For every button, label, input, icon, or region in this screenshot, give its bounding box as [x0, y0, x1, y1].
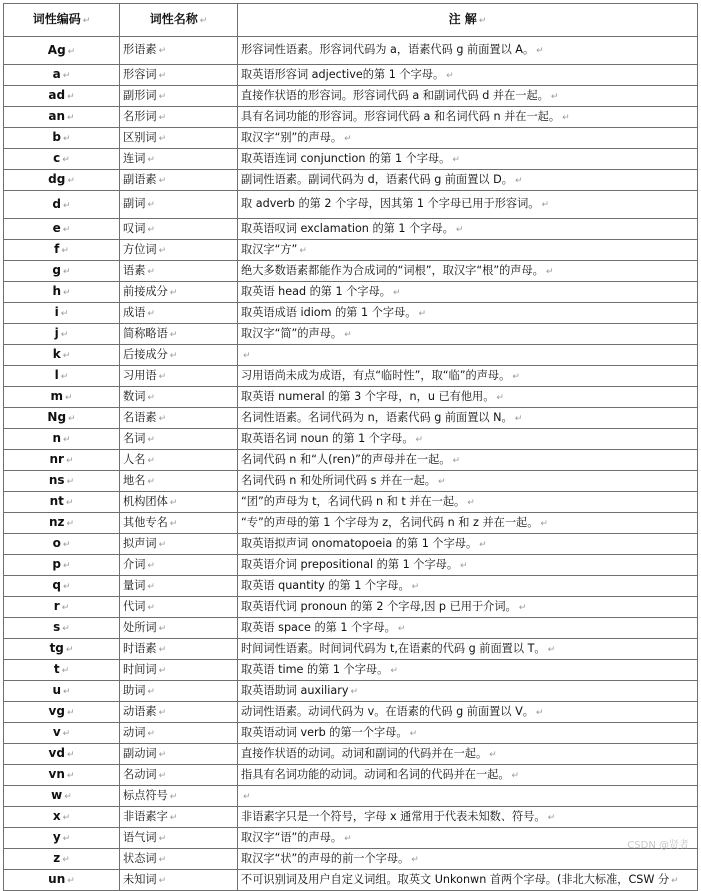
cell-note: 名词代码 n 和处所词代码 s 并在一起。 ↵	[238, 471, 698, 492]
table-row	[4, 387, 698, 408]
cell-name: 动词 ↵	[120, 723, 238, 744]
paragraph-mark-icon: ↵	[535, 707, 544, 718]
cell-name: 数词 ↵	[120, 387, 238, 408]
table-row	[4, 786, 698, 807]
cell-name: 前接成分 ↵	[120, 282, 238, 303]
cell-code: n ↵	[4, 429, 120, 450]
paragraph-mark-icon: ↵	[169, 329, 178, 340]
cell-note	[238, 345, 698, 366]
paragraph-mark-icon: ↵	[169, 791, 178, 802]
table-row	[4, 849, 698, 870]
paragraph-mark-icon: ↵	[62, 729, 71, 739]
paragraph-mark-icon: ↵	[158, 539, 167, 550]
cell-note: 直接作状语的动词。动词和副词的代码并在一起。 ↵	[238, 744, 698, 765]
paragraph-mark-icon: ↵	[147, 154, 155, 165]
table-row	[4, 534, 698, 555]
cell-note: 名词代码 n 和“人(ren)”的声母并在一起。 ↵	[238, 450, 698, 471]
cell-note: 具有名词功能的形容词。形容词代码 a 和名词代码 n 并在一起。 ↵	[238, 107, 698, 128]
paragraph-mark-icon: ↵	[64, 393, 73, 403]
cell-code: dg ↵	[4, 170, 120, 191]
paragraph-mark-icon: ↵	[147, 200, 155, 210]
paragraph-mark-icon: ↵	[158, 875, 167, 886]
cell-note: 取英语名词 noun 的第 1 个字母。 ↵	[238, 429, 698, 450]
cell-code: Ng ↵	[4, 408, 120, 429]
paragraph-mark-icon: ↵	[65, 456, 74, 466]
paragraph-mark-icon: ↵	[158, 70, 167, 81]
cell-name: 名动词 ↵	[120, 765, 238, 786]
cell-note: 取汉字“简”的声母。 ↵	[238, 324, 698, 345]
cell-note: 不可识别词及用户自定义词组。取英文 Unkonwn 首两个字母。(非北大标准，CSW 分 ↵	[238, 870, 698, 891]
paragraph-mark-icon: ↵	[147, 308, 155, 319]
cell-code: x ↵	[4, 807, 120, 828]
cell-name: 其他专名 ↵	[120, 513, 238, 534]
cell-note: 取英语成语 idiom 的第 1 个字母。 ↵	[238, 303, 698, 324]
paragraph-mark-icon: ↵	[60, 330, 69, 340]
cell-name: 人名 ↵	[120, 450, 238, 471]
table-row	[4, 408, 698, 429]
table-row	[4, 870, 698, 891]
paragraph-mark-icon: ↵	[67, 113, 75, 123]
paragraph-mark-icon: ↵	[147, 581, 155, 592]
paragraph-mark-icon: ↵	[66, 750, 75, 760]
table-row	[4, 149, 698, 170]
paragraph-mark-icon: ↵	[411, 854, 419, 865]
cell-code: tg ↵	[4, 639, 120, 660]
cell-note: 取汉字“别”的声母。 ↵	[238, 128, 698, 149]
cell-code: f ↵	[4, 240, 120, 261]
paragraph-mark-icon: ↵	[62, 351, 71, 361]
paragraph-mark-icon: ↵	[158, 371, 167, 382]
paragraph-mark-icon: ↵	[547, 812, 556, 823]
cell-name: 机构团体 ↵	[120, 492, 238, 513]
cell-name: 后接成分 ↵	[120, 345, 238, 366]
cell-code: an ↵	[4, 107, 120, 128]
paragraph-mark-icon: ↵	[562, 112, 570, 123]
cell-name: 处所词 ↵	[120, 618, 238, 639]
paragraph-mark-icon: ↵	[243, 350, 251, 361]
table-row	[4, 513, 698, 534]
paragraph-mark-icon: ↵	[63, 134, 71, 144]
paragraph-mark-icon: ↵	[62, 834, 71, 844]
paragraph-mark-icon: ↵	[158, 749, 167, 760]
cell-code: u ↵	[4, 681, 120, 702]
cell-code: h ↵	[4, 282, 120, 303]
paragraph-mark-icon: ↵	[455, 224, 464, 235]
paragraph-mark-icon: ↵	[158, 46, 167, 56]
cell-code: d ↵	[4, 191, 120, 219]
paragraph-mark-icon: ↵	[418, 308, 427, 319]
cell-code: v ↵	[4, 723, 120, 744]
table-row	[4, 576, 698, 597]
cell-name: 副动词 ↵	[120, 744, 238, 765]
cell-note: 时间词性语素。时间词代码为 t,在语素的代码 g 前面置以 T。 ↵	[238, 639, 698, 660]
table-row	[4, 681, 698, 702]
cell-code: q ↵	[4, 576, 120, 597]
header-name: 词性名称 ↵	[120, 4, 238, 37]
cell-name: 状态词 ↵	[120, 849, 238, 870]
paragraph-mark-icon: ↵	[147, 392, 155, 403]
cell-note: 取英语 space 的第 1 个字母。 ↵	[238, 618, 698, 639]
cell-note: 取英语动词 verb 的第一个字母。 ↵	[238, 723, 698, 744]
table-row	[4, 86, 698, 107]
paragraph-mark-icon: ↵	[67, 176, 75, 186]
paragraph-mark-icon: ↵	[541, 200, 550, 210]
table-row	[4, 107, 698, 128]
cell-name: 成语 ↵	[120, 303, 238, 324]
table-row	[4, 492, 698, 513]
paragraph-mark-icon: ↵	[467, 497, 475, 508]
cell-name: 方位词 ↵	[120, 240, 238, 261]
table-row	[4, 744, 698, 765]
paragraph-mark-icon: ↵	[415, 434, 424, 445]
cell-note: 取英语 head 的第 1 个字母。 ↵	[238, 282, 698, 303]
cell-code: p ↵	[4, 555, 120, 576]
paragraph-mark-icon: ↵	[63, 687, 71, 697]
cell-note: 取英语介词 prepositional 的第 1 个字母。 ↵	[238, 555, 698, 576]
cell-note	[238, 786, 698, 807]
paragraph-mark-icon: ↵	[350, 686, 359, 697]
paragraph-mark-icon: ↵	[169, 497, 178, 508]
paragraph-mark-icon: ↵	[62, 540, 71, 550]
cell-name: 语气词 ↵	[120, 828, 238, 849]
paragraph-mark-icon: ↵	[479, 539, 487, 550]
paragraph-mark-icon: ↵	[147, 686, 155, 697]
paragraph-mark-icon: ↵	[158, 623, 167, 634]
cell-note: 副词性语素。副词代码为 d，语素代码 g 前面置以 D。 ↵	[238, 170, 698, 191]
paragraph-mark-icon: ↵	[67, 876, 75, 886]
cell-code: r ↵	[4, 597, 120, 618]
cell-code: s ↵	[4, 618, 120, 639]
cell-note: 取英语 quantity 的第 1 个字母。 ↵	[238, 576, 698, 597]
cell-code: w ↵	[4, 786, 120, 807]
cell-name: 动语素 ↵	[120, 702, 238, 723]
table-row	[4, 828, 698, 849]
table-row	[4, 807, 698, 828]
cell-name: 地名 ↵	[120, 471, 238, 492]
paragraph-mark-icon: ↵	[62, 624, 70, 634]
table-row	[4, 65, 698, 86]
cell-code: k ↵	[4, 345, 120, 366]
paragraph-mark-icon: ↵	[147, 560, 155, 571]
cell-code: un ↵	[4, 870, 120, 891]
cell-name: 名形词 ↵	[120, 107, 238, 128]
cell-name: 非语素字 ↵	[120, 807, 238, 828]
table-row	[4, 261, 698, 282]
cell-code: j ↵	[4, 324, 120, 345]
paragraph-mark-icon: ↵	[66, 771, 75, 781]
paragraph-mark-icon: ↵	[66, 519, 75, 529]
paragraph-mark-icon: ↵	[390, 665, 398, 676]
paragraph-mark-icon: ↵	[452, 154, 460, 165]
table-row	[4, 471, 698, 492]
paragraph-mark-icon: ↵	[60, 309, 69, 319]
header-row	[4, 4, 698, 37]
cell-name: 语素 ↵	[120, 261, 238, 282]
table-row	[4, 618, 698, 639]
cell-note: 名词性语素。名词代码为 n，语素代码 g 前面置以 N。 ↵	[238, 408, 698, 429]
cell-note: 动词性语素。动词代码为 v。在语素的代码 g 前面置以 V。 ↵	[238, 702, 698, 723]
cell-name: 量词 ↵	[120, 576, 238, 597]
paragraph-mark-icon: ↵	[67, 46, 76, 57]
paragraph-mark-icon: ↵	[62, 71, 71, 81]
paragraph-mark-icon: ↵	[518, 602, 527, 613]
paragraph-mark-icon: ↵	[158, 175, 167, 186]
cell-note: 取汉字“语”的声母。 ↵	[238, 828, 698, 849]
cell-code: t ↵	[4, 660, 120, 681]
cell-note: 取汉字“方” ↵	[238, 240, 698, 261]
paragraph-mark-icon: ↵	[66, 708, 75, 718]
paragraph-mark-icon: ↵	[62, 155, 70, 165]
cell-note: 取英语助词 auxiliary ↵	[238, 681, 698, 702]
paragraph-mark-icon: ↵	[62, 225, 71, 235]
cell-name: 形语素 ↵	[120, 37, 238, 65]
cell-note: 指具有名词功能的动词。动词和名词的代码并在一起。 ↵	[238, 765, 698, 786]
paragraph-mark-icon: ↵	[158, 413, 167, 424]
cell-code: l ↵	[4, 366, 120, 387]
cell-note: “专”的声母的第 1 个字母为 z，名词代码 n 和 z 并在一起。 ↵	[238, 513, 698, 534]
paragraph-mark-icon: ↵	[158, 665, 167, 676]
paragraph-mark-icon: ↵	[514, 413, 523, 424]
cell-name: 名语素 ↵	[120, 408, 238, 429]
cell-name: 代词 ↵	[120, 597, 238, 618]
table-row	[4, 639, 698, 660]
cell-name: 时间词 ↵	[120, 660, 238, 681]
cell-code: i ↵	[4, 303, 120, 324]
table-row	[4, 429, 698, 450]
paragraph-mark-icon: ↵	[540, 518, 548, 529]
cell-name: 拟声词 ↵	[120, 534, 238, 555]
paragraph-mark-icon: ↵	[511, 770, 520, 781]
paragraph-mark-icon: ↵	[512, 371, 520, 382]
paragraph-mark-icon: ↵	[158, 133, 167, 144]
paragraph-mark-icon: ↵	[545, 266, 554, 277]
paragraph-mark-icon: ↵	[243, 791, 251, 802]
cell-note: 形容词性语素。形容词代码为 a，语素代码 g 前面置以 A。 ↵	[238, 37, 698, 65]
cell-note: “团”的声母为 t，名词代码 n 和 t 并在一起。 ↵	[238, 492, 698, 513]
table-row	[4, 450, 698, 471]
paragraph-mark-icon: ↵	[460, 560, 468, 571]
cell-note: 取英语 time 的第 1 个字母。 ↵	[238, 660, 698, 681]
table-row	[4, 303, 698, 324]
cell-code: m ↵	[4, 387, 120, 408]
cell-name: 习用语 ↵	[120, 366, 238, 387]
cell-code: vd ↵	[4, 744, 120, 765]
paragraph-mark-icon: ↵	[392, 287, 401, 298]
cell-name: 未知词 ↵	[120, 870, 238, 891]
cell-note: 绝大多数语素都能作为合成词的“词根”，取汉字“根”的声母。 ↵	[238, 261, 698, 282]
paragraph-mark-icon: ↵	[446, 70, 454, 81]
paragraph-mark-icon: ↵	[158, 833, 167, 844]
paragraph-mark-icon: ↵	[64, 792, 72, 802]
paragraph-mark-icon: ↵	[147, 476, 155, 487]
cell-name: 标点符号 ↵	[120, 786, 238, 807]
table-row	[4, 660, 698, 681]
paragraph-mark-icon: ↵	[60, 372, 69, 382]
cell-name: 助词 ↵	[120, 681, 238, 702]
paragraph-mark-icon: ↵	[66, 477, 75, 487]
cell-name: 形容词 ↵	[120, 65, 238, 86]
paragraph-mark-icon: ↵	[62, 813, 71, 823]
paragraph-mark-icon: ↵	[68, 414, 76, 424]
table-row	[4, 170, 698, 191]
table-row	[4, 723, 698, 744]
paragraph-mark-icon: ↵	[547, 644, 556, 655]
table-row	[4, 555, 698, 576]
cell-name: 连词 ↵	[120, 149, 238, 170]
table-row	[4, 345, 698, 366]
cell-code: g ↵	[4, 261, 120, 282]
table-row	[4, 128, 698, 149]
paragraph-mark-icon: ↵	[169, 350, 178, 361]
cell-note: 非语素字只是一个符号，字母 x 通常用于代表未知数、符号。 ↵	[238, 807, 698, 828]
paragraph-mark-icon: ↵	[158, 245, 167, 256]
paragraph-mark-icon: ↵	[63, 435, 71, 445]
cell-note: 取英语代词 pronoun 的第 2 个字母,因 p 已用于介词。 ↵	[238, 597, 698, 618]
paragraph-mark-icon: ↵	[62, 855, 70, 865]
paragraph-mark-icon: ↵	[169, 287, 178, 298]
paragraph-mark-icon: ↵	[63, 288, 71, 298]
cell-note: 取英语 numeral 的第 3 个字母，n，u 已有他用。 ↵	[238, 387, 698, 408]
cell-code: ns ↵	[4, 471, 120, 492]
paragraph-mark-icon: ↵	[158, 112, 167, 123]
paragraph-mark-icon: ↵	[63, 561, 71, 571]
cell-code: y ↵	[4, 828, 120, 849]
cell-code: z ↵	[4, 849, 120, 870]
cell-code: Ag ↵	[4, 37, 120, 65]
header-note: 注 解 ↵	[238, 4, 698, 37]
cell-name: 副词 ↵	[120, 191, 238, 219]
paragraph-mark-icon: ↵	[158, 644, 167, 655]
paragraph-mark-icon: ↵	[514, 175, 523, 186]
paragraph-mark-icon: ↵	[147, 455, 155, 466]
paragraph-mark-icon: ↵	[496, 392, 504, 403]
table-row	[4, 191, 698, 219]
table-row	[4, 366, 698, 387]
cell-code: o ↵	[4, 534, 120, 555]
cell-code: vg ↵	[4, 702, 120, 723]
table-row	[4, 324, 698, 345]
paragraph-mark-icon: ↵	[158, 854, 167, 865]
cell-name: 副形词 ↵	[120, 86, 238, 107]
table-row	[4, 219, 698, 240]
cell-name: 名词 ↵	[120, 429, 238, 450]
paragraph-mark-icon: ↵	[147, 434, 155, 445]
cell-code: ad ↵	[4, 86, 120, 107]
cell-name: 介词 ↵	[120, 555, 238, 576]
paragraph-mark-icon: ↵	[344, 133, 352, 144]
cell-note: 取英语拟声词 onomatopoeia 的第 1 个字母。 ↵	[238, 534, 698, 555]
cell-name: 副语素 ↵	[120, 170, 238, 191]
paragraph-mark-icon: ↵	[63, 200, 71, 211]
cell-name: 时语素 ↵	[120, 639, 238, 660]
table-row	[4, 37, 698, 65]
cell-code: nr ↵	[4, 450, 120, 471]
table-row	[4, 702, 698, 723]
paragraph-mark-icon: ↵	[452, 455, 461, 466]
paragraph-mark-icon: ↵	[61, 603, 70, 613]
paragraph-mark-icon: ↵	[63, 267, 71, 277]
paragraph-mark-icon: ↵	[158, 770, 167, 781]
watermark: CSDN @贤者	[627, 840, 689, 851]
paragraph-mark-icon: ↵	[344, 329, 352, 340]
paragraph-mark-icon: ↵	[65, 645, 74, 655]
paragraph-mark-icon: ↵	[67, 92, 75, 102]
paragraph-mark-icon: ↵	[489, 749, 497, 760]
paragraph-mark-icon: ↵	[158, 91, 167, 102]
cell-note: 取英语叹词 exclamation 的第 1 个字母。 ↵	[238, 219, 698, 240]
cell-note: 取汉字“状”的声母的前一个字母。 ↵	[238, 849, 698, 870]
cell-code: c ↵	[4, 149, 120, 170]
pos-tag-table	[3, 3, 698, 891]
cell-code: vn ↵	[4, 765, 120, 786]
paragraph-mark-icon: ↵	[61, 666, 70, 676]
cell-code: a ↵	[4, 65, 120, 86]
cell-note: 取英语连词 conjunction 的第 1 个字母。 ↵	[238, 149, 698, 170]
cell-note: 取 adverb 的第 2 个字母，因其第 1 个字母已用于形容词。 ↵	[238, 191, 698, 219]
cell-name: 简称略语 ↵	[120, 324, 238, 345]
cell-note: 习用语尚未成为成语，有点“临时性”，取“临”的声母。 ↵	[238, 366, 698, 387]
paragraph-mark-icon: ↵	[299, 245, 307, 256]
paragraph-mark-icon: ↵	[550, 91, 559, 102]
paragraph-mark-icon: ↵	[411, 581, 420, 592]
cell-code: b ↵	[4, 128, 120, 149]
cell-code: nt ↵	[4, 492, 120, 513]
paragraph-mark-icon: ↵	[147, 266, 155, 277]
paragraph-mark-icon: ↵	[147, 728, 155, 739]
paragraph-mark-icon: ↵	[169, 812, 178, 823]
cell-name: 区别词 ↵	[120, 128, 238, 149]
cell-note: 取英语形容词 adjective的第 1 个字母。 ↵	[238, 65, 698, 86]
paragraph-mark-icon: ↵	[437, 476, 446, 487]
paragraph-mark-icon: ↵	[409, 728, 418, 739]
header-code: 词性编码 ↵	[4, 4, 120, 37]
paragraph-mark-icon: ↵	[397, 623, 406, 634]
paragraph-mark-icon: ↵	[61, 246, 69, 256]
cell-code: e ↵	[4, 219, 120, 240]
cell-note: 直接作状语的形容词。形容词代码 a 和副词代码 d 并在一起。 ↵	[238, 86, 698, 107]
cell-name: 叹词 ↵	[120, 219, 238, 240]
table-row	[4, 765, 698, 786]
table-row	[4, 240, 698, 261]
paragraph-mark-icon: ↵	[147, 602, 155, 613]
table-row	[4, 282, 698, 303]
paragraph-mark-icon: ↵	[158, 707, 167, 718]
paragraph-mark-icon: ↵	[65, 498, 74, 508]
paragraph-mark-icon: ↵	[344, 833, 352, 844]
paragraph-mark-icon: ↵	[63, 582, 71, 592]
paragraph-mark-icon: ↵	[671, 875, 679, 886]
cell-code: nz ↵	[4, 513, 120, 534]
table-row	[4, 597, 698, 618]
paragraph-mark-icon: ↵	[147, 224, 155, 235]
paragraph-mark-icon: ↵	[536, 46, 544, 56]
paragraph-mark-icon: ↵	[169, 518, 178, 529]
